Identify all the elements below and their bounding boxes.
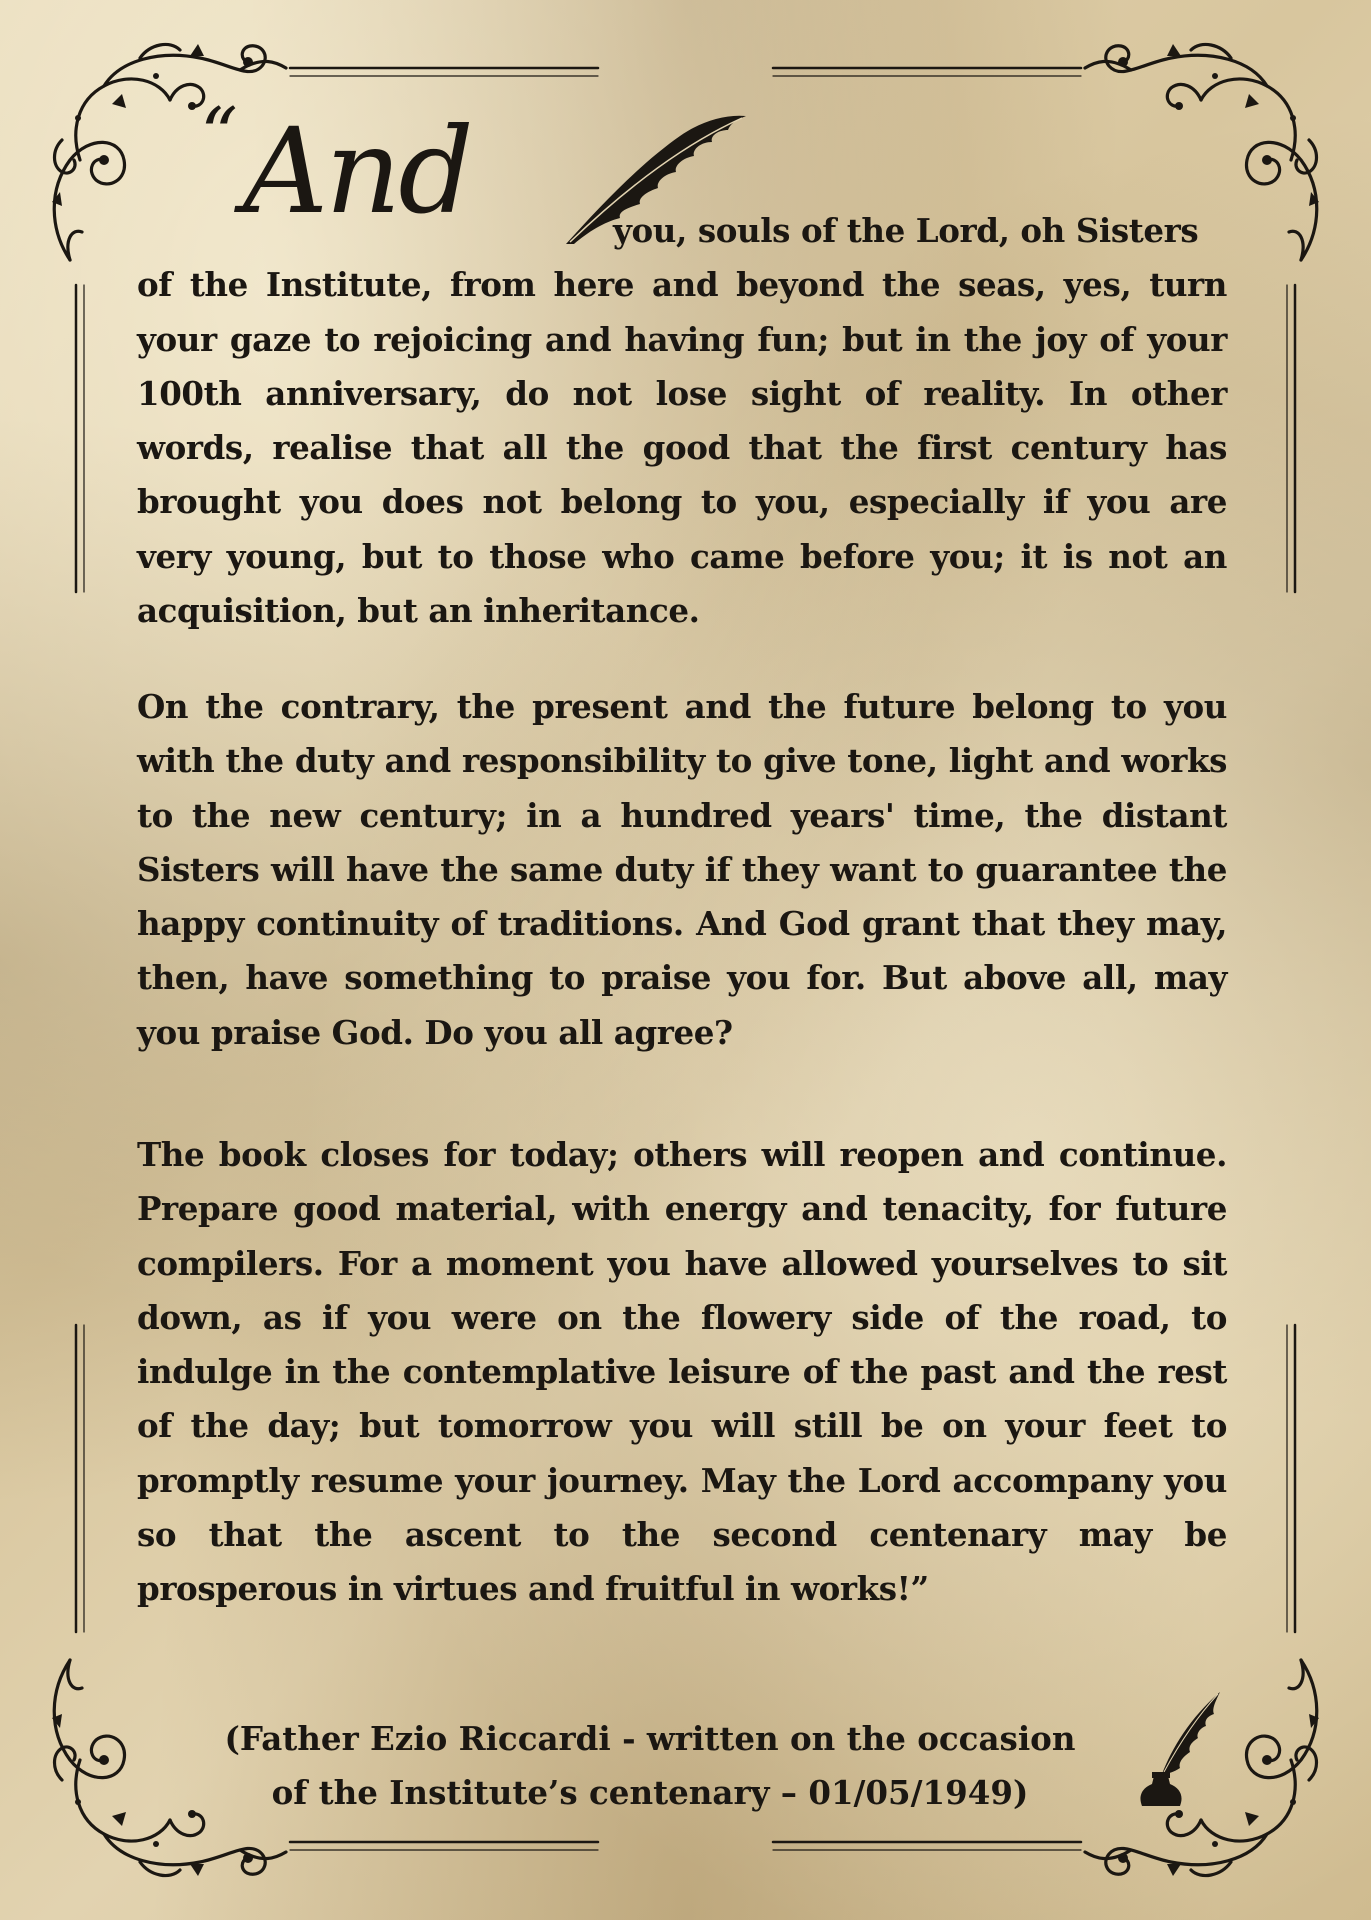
opening-quote-mark: “: [200, 92, 238, 178]
inkwell-quill-icon: [1128, 1688, 1224, 1808]
attribution-line-1: (Father Ezio Riccardi - written on the occasion: [224, 1719, 1076, 1758]
quote-paragraph-3: The book closes for today; others will reopen and continue. Prepare good material, with energy and tenacity, for future compilers. For a moment you have allowed yourselves to sit down, as if you were on the flowery side of the road, to indulge in the contemplative leisure of the past and the rest of the day; but tomorrow you will still be on your feet to promptly resume your journey. May the Lord accompany you so that the ascent to the second centenary may be prosperous in virtues and fruitful in works!”: [137, 1135, 1227, 1609]
dropcap-word: And: [243, 102, 471, 240]
quote-paragraph-1: [137, 204, 1227, 638]
paragraph-1-body: of the Institute, from here and beyond the seas, yes, turn your gaze to rejoicing and having fun; but in the joy of your 100th anniversary, do not lose sight of reality. In other words, realise that all the good that the first century has brought you does not belong to you, especially if you are very young, but to those who came before you; it is not an acquisition, but an inheritance.: [137, 265, 1227, 631]
attribution: [200, 1712, 1100, 1820]
attribution-line-2: of the Institute’s centenary – 01/05/1949): [271, 1773, 1029, 1812]
paragraph-1-first-line: you, souls of the Lord, oh Sisters: [613, 211, 1199, 250]
quote-paragraph-2: On the contrary, the present and the future belong to you with the duty and responsibility to give tone, light and works to the new century; in a hundred years' time, the distant Sisters will have the same duty if they want to guarantee the happy continuity of traditions. And God grant that they may, then, have something to praise you for. But above all, may you praise God. Do you all agree?: [137, 687, 1227, 1052]
